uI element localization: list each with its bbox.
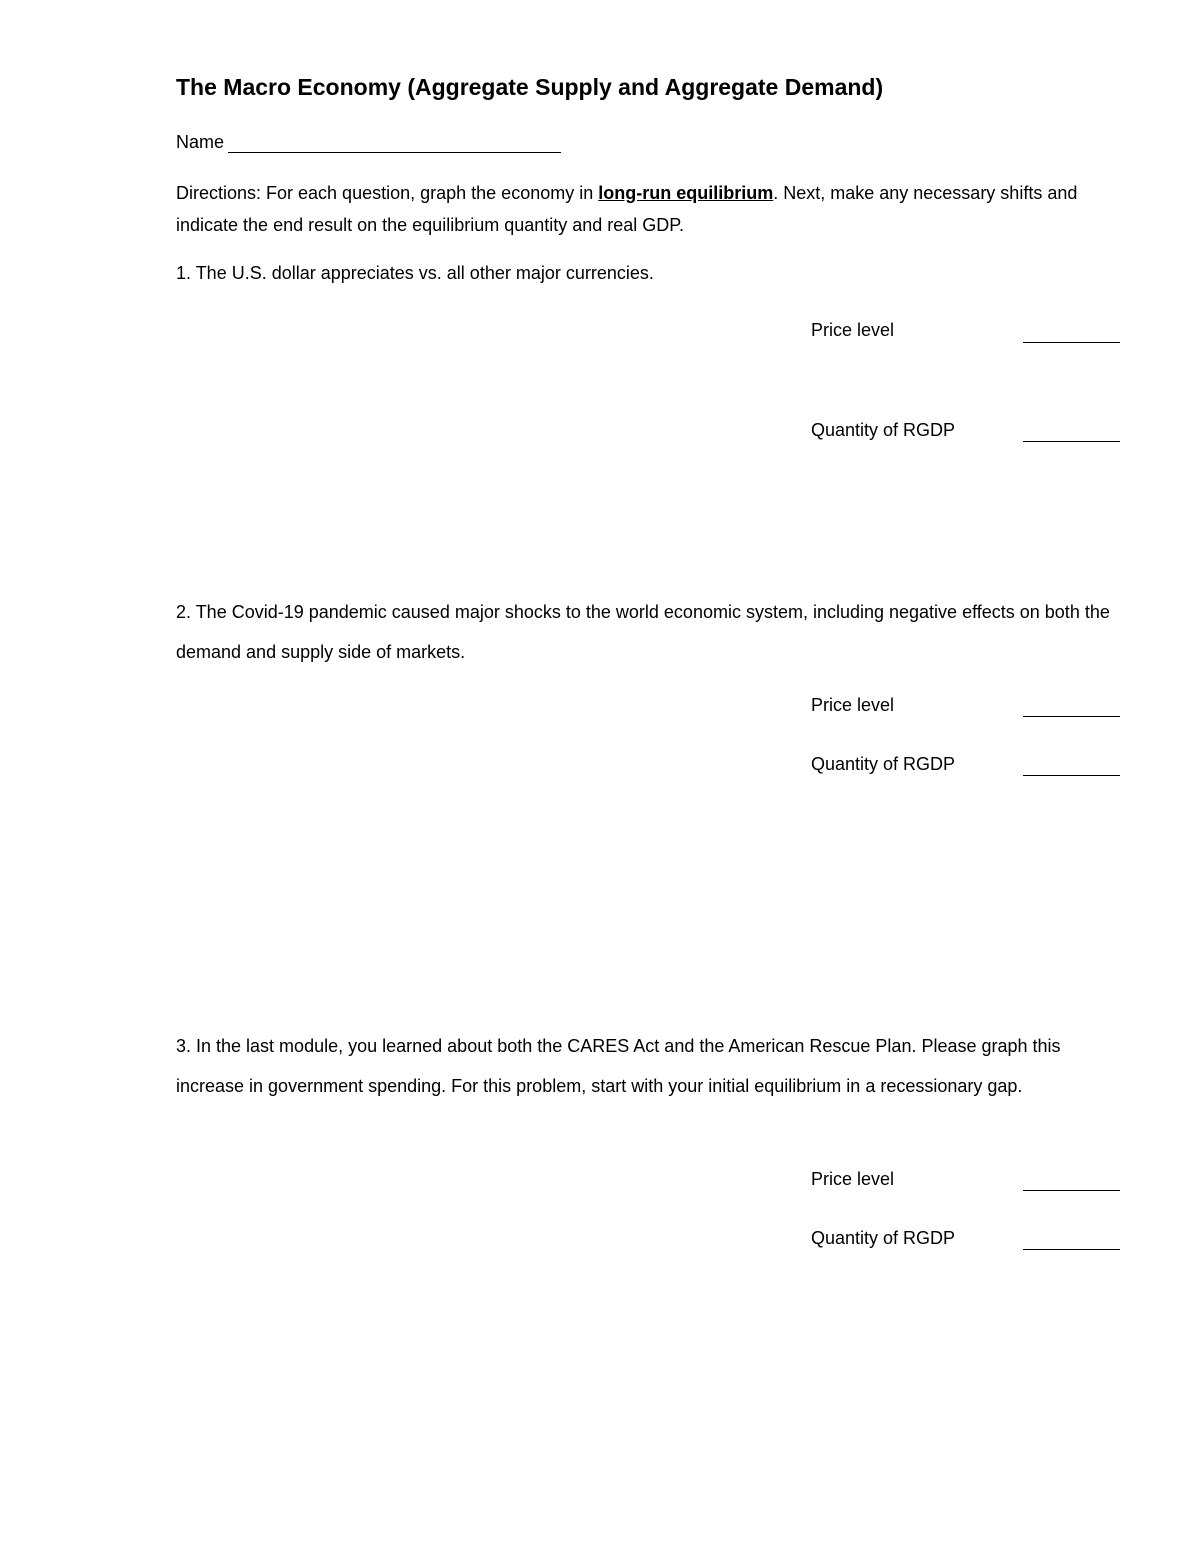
q1-price-level-blank[interactable]	[1023, 341, 1120, 343]
q1-rgdp-blank[interactable]	[1023, 440, 1120, 442]
question-1: 1. The U.S. dollar appreciates vs. all other major currencies.	[176, 263, 654, 283]
q1-rgdp-label: Quantity of RGDP	[811, 420, 956, 440]
q2-price-level-blank[interactable]	[1023, 715, 1120, 717]
question-3: 3. In the last module, you learned about both the CARES Act and the American Rescue Plan. Please graph this increase in government spending. For this problem, start with your initial equilibrium in a recessionary gap.	[176, 1036, 1061, 1096]
q3-price-level-label: Price level	[811, 1169, 895, 1189]
directions	[176, 177, 1121, 241]
name-label: Name	[176, 132, 225, 152]
directions-emphasis: long-run equilibrium	[598, 183, 774, 203]
q2-rgdp-label: Quantity of RGDP	[811, 754, 956, 774]
name-blank[interactable]	[228, 134, 561, 153]
page-title: The Macro Economy (Aggregate Supply and Aggregate Demand)	[176, 74, 884, 100]
q3-price-level-blank[interactable]	[1023, 1189, 1120, 1191]
q3-rgdp-blank[interactable]	[1023, 1248, 1120, 1250]
q2-price-level-label: Price level	[811, 695, 895, 715]
q1-price-level-label: Price level	[811, 320, 895, 340]
directions-suffix: . Next, make any necessary shifts and indicate the end result on the equilibrium quantity and real GDP.	[176, 183, 1078, 235]
directions-prefix: Directions: For each question, graph the economy in	[176, 183, 599, 203]
q2-rgdp-blank[interactable]	[1023, 774, 1120, 776]
question-2: 2. The Covid-19 pandemic caused major shocks to the world economic system, including negative effects on both the demand and supply side of markets.	[176, 602, 1110, 662]
name-field	[176, 132, 561, 153]
q3-rgdp-label: Quantity of RGDP	[811, 1228, 956, 1248]
